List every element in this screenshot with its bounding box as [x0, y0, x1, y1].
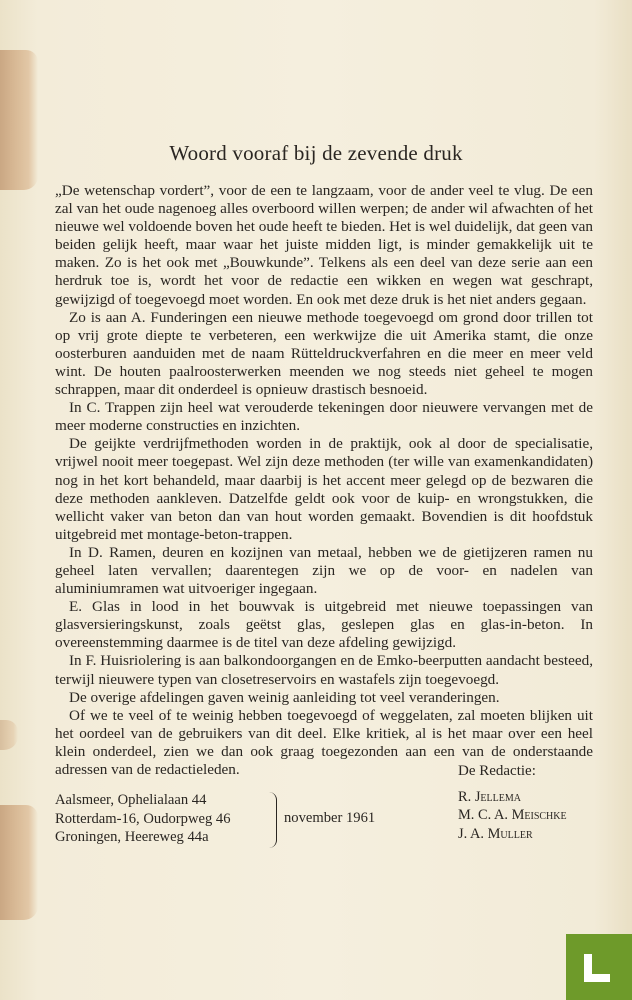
- preface-body: [55, 182, 593, 779]
- tape-residue-middle: [0, 720, 18, 750]
- tape-residue-top: [0, 50, 38, 190]
- editor-initials: M. C. A.: [458, 807, 508, 824]
- paragraph: De geijkte verdrijfmethoden worden in de praktijk, ook al door de specialisatie, vrijwel nooit meer toegepast. Wel zijn deze methoden (ter wille van examenkandidaten) nog in het kort behandeld, maar daarbij is het accent meer gelegd op de bezwaren die deze methoden aankleven. Datzelfde geldt ook voor de kuip- en wrongstukken, die wellicht vaker van beton dan van hout worden gemaakt. Bovendien is dit hoofdstuk uitgebreid met montage-beton-trappen.: [55, 435, 593, 543]
- address-line: Aalsmeer, Ophelialaan 44: [55, 792, 207, 808]
- paragraph: In D. Ramen, deuren en kozijnen van metaal, hebben we de gietijzeren ramen nu geheel laten vervallen; daarentegen zijn we op de voor- en nadelen van aluminiumramen wat uitvoeriger ingegaan.: [55, 543, 593, 598]
- editor-initials: J. A.: [458, 825, 484, 842]
- editor-name: [458, 825, 567, 843]
- paragraph: De overige afdelingen gaven weinig aanleiding tot veel veranderingen.: [69, 688, 500, 706]
- paragraph: E. Glas in lood in het bouwvak is uitgebreid met nieuwe toepassingen van glasversieringskunst, zoals geëtst glas, geslepen glas en glas-in-beton. In overeenstemming daarmee is de titel van deze afdeling gewijzigd.: [55, 598, 593, 652]
- editor-list: [458, 788, 567, 843]
- brace-divider: [268, 792, 277, 848]
- editor-surname: Jellema: [474, 789, 521, 805]
- date-line: november 1961: [284, 810, 376, 826]
- address-line: Rotterdam-16, Oudorpweg 46: [55, 810, 231, 827]
- watermark-logo-svg: [566, 934, 632, 1000]
- editor-initials: R.: [458, 789, 472, 805]
- editor-name: [458, 788, 567, 806]
- paragraph: In F. Huisriolering is aan balkondoorgangen en de Emko-beerputten aandacht besteed, terwijl nieuwere typen van closetreservoirs en wastafels zijn toegevoegd.: [55, 652, 593, 688]
- page-title: Woord vooraf bij de zevende druk: [169, 141, 463, 165]
- paragraph: Zo is aan A. Funderingen een nieuwe methode toegevoegd om grond door trillen tot op vrij grote diepte te verbeteren, een werkwijze die uit Amerika stamt, die onze oosterburen aanduiden met de naam Rütteldruckverfahren en die meer en meer veld wint. De houten paalroosterwerken meenden we nog steeds niet geheel te mogen schrappen, maar dit onderdeel is opnieuw drastisch besnoeid.: [55, 308, 593, 399]
- address-list: [55, 791, 231, 847]
- editor-name: [458, 806, 567, 824]
- logo-l-shape: [584, 954, 610, 982]
- editor-surname: Muller: [487, 825, 533, 842]
- editor-surname: Meischke: [511, 807, 567, 824]
- closing-signoff: De Redactie:: [458, 763, 536, 779]
- watermark-logo-icon: [566, 934, 632, 1000]
- tape-residue-bottom: [0, 805, 38, 920]
- paragraph: „De wetenschap vordert”, voor de een te langzaam, voor de ander veel te vlug. De een zal van het oude nagenoeg alles overboord willen werpen; de ander wil afwachten of het nieuwe wel voldoende boven het oude heeft te bieden. Het is wel duidelijk, dat geen van beiden gelijk heeft, maar waar het juiste midden ligt, is minder gemakkelijk uit te maken. Zo is het ook met „Bouwkunde”. Telkens als een deel van deze serie aan een herdruk toe is, wordt het voor de redactie een wikken en wegen wat geschrapt, gewijzigd of toegevoegd moet worden. En ook met deze druk is het niet anders gegaan.: [55, 182, 593, 308]
- address-line: Groningen, Heereweg 44a: [55, 829, 209, 845]
- paragraph: Of we te veel of te weinig hebben toegevoegd of weggelaten, zal moeten blijken uit het oordeel van de gebruikers van dit deel. Elke kritiek, al is het maar over een heel klein onderdeel, zien we dan ook graag toegezonden aan een van de onderstaande adressen van de redactieleden.: [55, 706, 593, 778]
- paragraph: In C. Trappen zijn heel wat verouderde tekeningen door nieuwere vervangen met de meer moderne constructies en inzichten.: [55, 399, 593, 435]
